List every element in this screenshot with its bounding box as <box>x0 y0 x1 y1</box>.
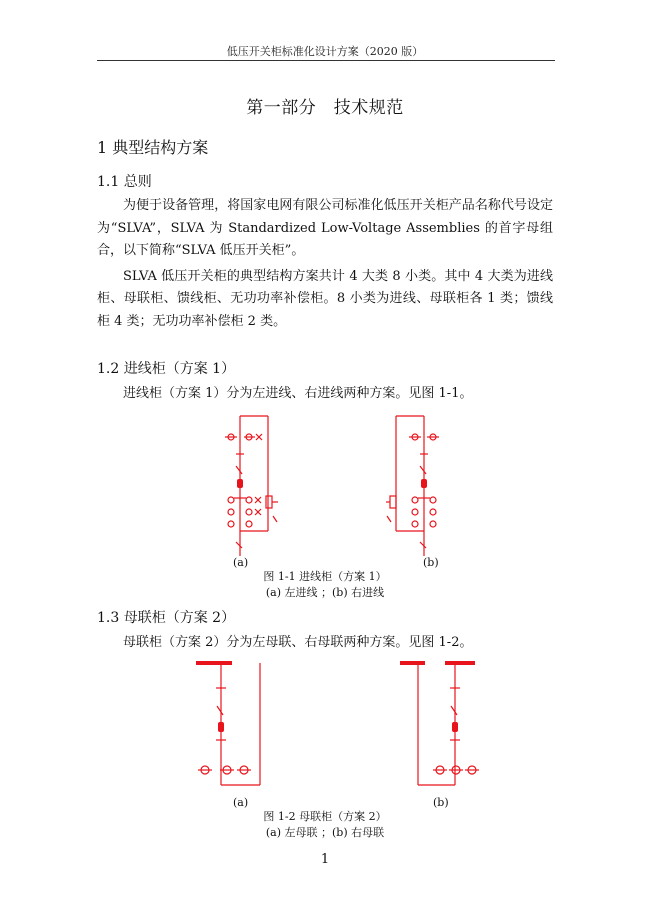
part-title: 第一部分 技术规范 <box>246 98 404 118</box>
general-paragraphs <box>97 195 553 333</box>
header-rule <box>97 60 555 61</box>
figure-1-1-subcaption: (a) 左进线 ；(b) 右进线 <box>265 586 385 599</box>
section-1-heading: 1 典型结构方案 <box>97 138 209 157</box>
incoming-diagram-right <box>384 416 444 556</box>
incoming-paragraph <box>97 383 553 406</box>
coupler-diagram-right <box>400 660 480 795</box>
figure-1-1-caption: 图 1-1 进线柜（方案 1） <box>263 570 387 583</box>
paragraph-coupler: 母联柜（方案 2）分为左母联、右母联两种方案。见图 1-2。 <box>123 635 473 650</box>
paragraph-structure: SLVA 低压开关柜的典型结构方案共计 4 大类 8 小类。其中 4 大类为进线柜、母联柜、馈线柜、无功功率补偿柜。8 小类为进线、母联柜各 1 类；馈线柜 4 类；无功功率补偿柜 2 类。 <box>97 268 553 329</box>
figure-1-1-label-b: (b) <box>423 556 439 569</box>
page-number: 1 <box>320 852 330 867</box>
figure-1-2-label-a: (a) <box>233 796 249 809</box>
paragraph-naming: 为便于设备管理，将国家电网有限公司标准化低压开关柜产品名称代号设定为“SLVA”，SLVA 为 Standardized Low-Voltage Assemblies 的首字母组合，以下简称“SLVA 低压开关柜”。 <box>97 198 553 258</box>
figure-1-2-caption: 图 1-2 母联柜（方案 2） <box>263 810 387 823</box>
coupler-diagram-left <box>190 660 275 795</box>
section-1-2-heading: 1.2 进线柜（方案 1） <box>97 361 236 377</box>
incoming-diagram-left <box>220 416 280 556</box>
figure-1-2-subcaption: (a) 左母联 ；(b) 右母联 <box>265 826 385 839</box>
coupler-paragraph <box>97 632 553 655</box>
section-1-1-heading: 1.1 总则 <box>97 174 152 190</box>
running-header: 低压开关柜标准化设计方案（2020 版） <box>226 45 424 58</box>
figure-1-2-label-b: (b) <box>433 796 449 809</box>
paragraph-incoming: 进线柜（方案 1）分为左进线、右进线两种方案。见图 1-1。 <box>123 386 473 401</box>
section-1-3-heading: 1.3 母联柜（方案 2） <box>97 610 236 626</box>
figure-1-1-label-a: (a) <box>233 556 249 569</box>
